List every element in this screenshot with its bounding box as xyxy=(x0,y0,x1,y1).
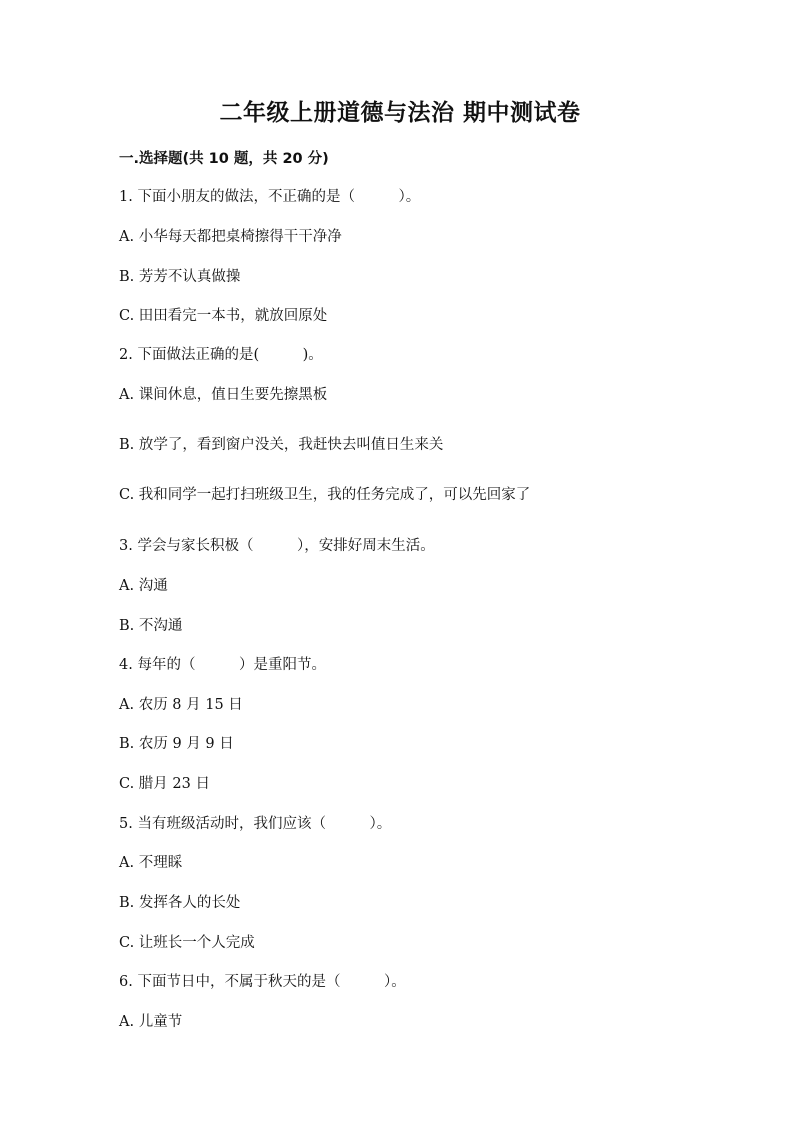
section-heading: 一.选择题(共 10 题，共 20 分) xyxy=(119,151,329,167)
question-1-option-b: B. 芳芳不认真做操 xyxy=(119,269,241,285)
question-5-option-a: A. 不理睬 xyxy=(119,855,183,871)
question-1-stem: 1. 下面小朋友的做法，不正确的是（ ）。 xyxy=(119,189,421,205)
question-4-option-c: C. 腊月 23 日 xyxy=(119,776,210,792)
question-5-option-c: C. 让班长一个人完成 xyxy=(119,935,255,951)
question-5-stem: 5. 当有班级活动时，我们应该（ ）。 xyxy=(119,816,392,832)
question-6-stem: 6. 下面节日中，不属于秋天的是（ ）。 xyxy=(119,974,406,990)
question-3-option-b: B. 不沟通 xyxy=(119,618,183,634)
question-2-stem: 2. 下面做法正确的是( )。 xyxy=(119,347,323,363)
question-2-option-b: B. 放学了，看到窗户没关，我赶快去叫值日生来关 xyxy=(119,437,444,453)
question-2-option-a: A. 课间休息，值日生要先擦黑板 xyxy=(119,387,328,403)
question-5-option-b: B. 发挥各人的长处 xyxy=(119,895,241,911)
question-4-stem: 4. 每年的（ ）是重阳节。 xyxy=(119,657,326,673)
question-3-stem: 3. 学会与家长积极（ ），安排好周末生活。 xyxy=(119,538,435,554)
question-3-option-a: A. 沟通 xyxy=(119,578,168,594)
question-6-option-a: A. 儿童节 xyxy=(119,1014,183,1030)
question-4-option-a: A. 农历 8 月 15 日 xyxy=(119,697,243,713)
question-1-option-a: A. 小华每天都把桌椅擦得干干净净 xyxy=(119,229,342,245)
question-1-option-c: C. 田田看完一本书，就放回原处 xyxy=(119,308,328,324)
exam-title: 二年级上册道德与法治 期中测试卷 xyxy=(219,100,581,126)
question-2-option-c: C. 我和同学一起打扫班级卫生，我的任务完成了，可以先回家了 xyxy=(119,487,531,503)
question-4-option-b: B. 农历 9 月 9 日 xyxy=(119,736,234,752)
